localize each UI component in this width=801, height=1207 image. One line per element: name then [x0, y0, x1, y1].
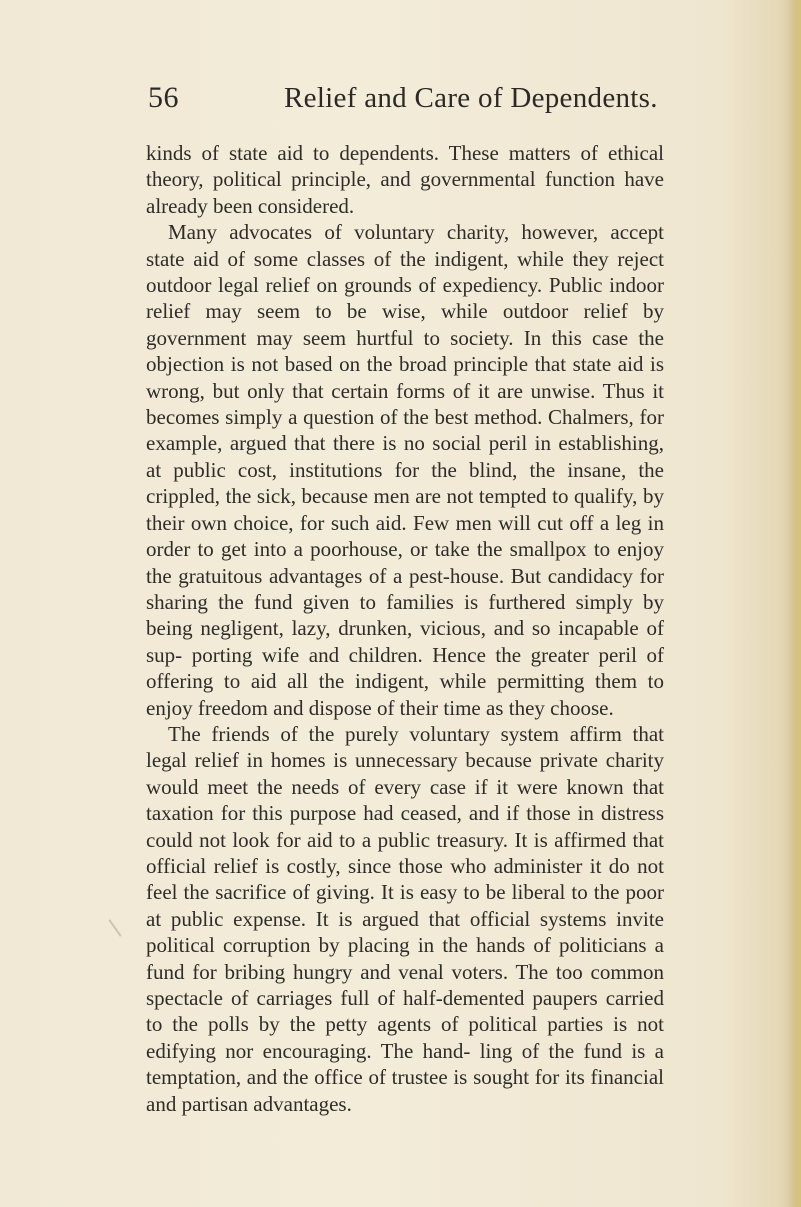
paragraph-continuation: kinds of state aid to dependents. These matters of ethical theory, political principle, and governmental function have already been considered. [146, 141, 664, 218]
paragraph-voluntary-system: The friends of the purely voluntary system affirm that legal relief in homes is unnecessary because private charity would meet the needs of every case if it were known that taxation for this purpose had ceased, and if those in distress could not look for aid to a public treasury. It is affirmed that official relief is costly, since those who administer it do not feel the sacrifice of giving. It is easy to be liberal to the poor at public expense. It is argued that official systems invite political corruption by placing in the hands of politicians a fund for bribing hungry and venal voters. The too common spectacle of carriages full of half-demented paupers carried to the polls by the petty agents of political parties is not edifying nor encouraging. The hand- ling of the fund is a temptation, and the office of trustee is sought for its financial and partisan advantages. [146, 721, 664, 1116]
page-edge-shadow [787, 0, 801, 1207]
margin-pencil-mark [108, 919, 121, 937]
paragraph-voluntary-charity: Many advocates of voluntary charity, however, accept state aid of some classes of the indigent, while they reject outdoor legal relief on grounds of expediency. Public indoor relief may seem to be wise, while outdoor relief by government may seem hurtful to society. In this case the objection is not based on the broad principle that state aid is wrong, but only that certain forms of it are unwise. Thus it becomes simply a question of the best method. Chalmers, for example, argued that there is no social peril in establishing, at public cost, institutions for the blind, the insane, the crippled, the sick, because men are not tempted to qualify, by their own choice, for such aid. Few men will cut off a leg in order to get into a poorhouse, or take the smallpox to enjoy the gratuitous advantages of a pest-house. But candidacy for sharing the fund given to families is furthered simply by being negligent, lazy, drunken, vicious, and so incapable of sup- porting wife and children. Hence the greater peril of offering to aid all the indigent, while permitting them to enjoy freedom and dispose of their time as they choose. [146, 220, 664, 720]
running-header [148, 78, 668, 118]
running-title: Relief and Care of Dependents. [284, 82, 658, 114]
body-text [146, 140, 664, 1117]
page-number: 56 [148, 81, 179, 114]
